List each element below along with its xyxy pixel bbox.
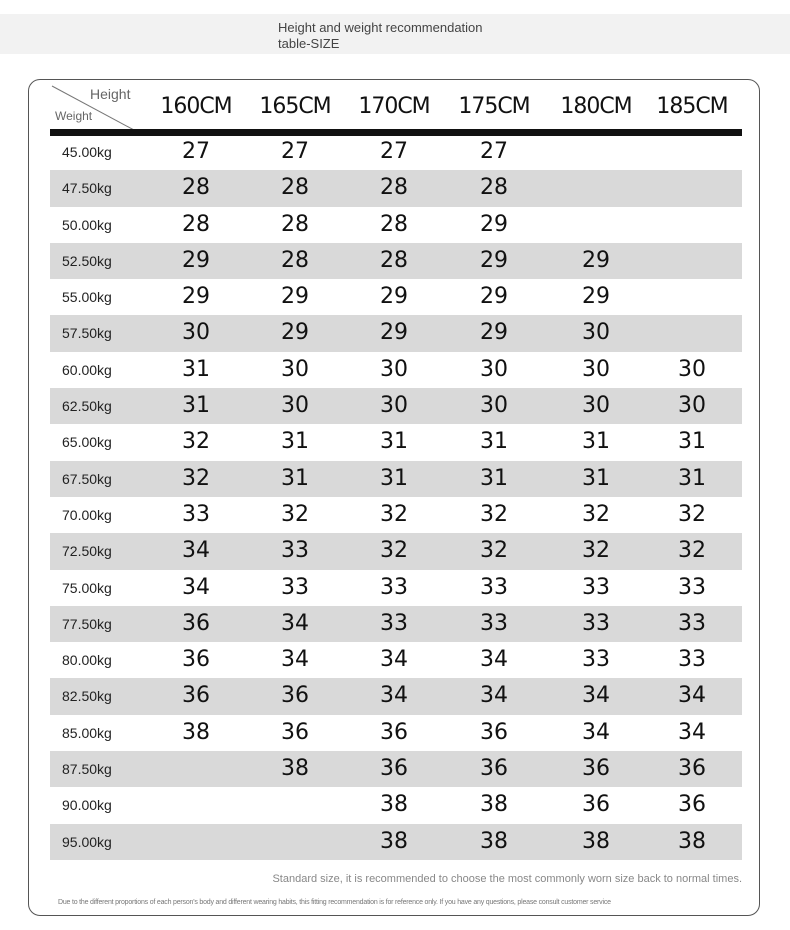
size-cell: 32 xyxy=(380,538,408,564)
size-cell: 30 xyxy=(480,356,508,382)
size-cell: 32 xyxy=(480,501,508,527)
size-cell: 27 xyxy=(380,139,408,164)
size-cell: 36 xyxy=(380,719,408,745)
title-line-2 xyxy=(278,36,578,52)
disclaimer-note: Due to the different proportions of each person's body and different wearing habits, this fitting recommendation is for reference only. If you have any questions, please consult customer service xyxy=(58,899,611,906)
size-cell: 30 xyxy=(380,393,408,419)
size-cell: 29 xyxy=(480,320,508,346)
size-cell: 30 xyxy=(678,356,706,382)
size-cell: 36 xyxy=(582,756,610,782)
size-cell: 31 xyxy=(281,465,309,491)
table-row xyxy=(50,279,742,315)
weight-label: 50.00kg xyxy=(62,216,112,233)
table-row xyxy=(50,497,742,533)
size-cell: 34 xyxy=(182,574,210,600)
size-cell: 31 xyxy=(480,429,508,455)
column-header: 160CM xyxy=(160,94,232,119)
size-cell: 38 xyxy=(182,719,210,745)
size-cell: 29 xyxy=(582,284,610,310)
weight-label: 60.00kg xyxy=(62,361,112,378)
size-cell: 28 xyxy=(380,211,408,237)
size-cell: 31 xyxy=(582,465,610,491)
size-cell: 31 xyxy=(380,465,408,491)
size-cell: 28 xyxy=(182,211,210,237)
weight-label: 80.00kg xyxy=(62,652,112,669)
corner-cell xyxy=(50,84,136,130)
size-cell: 38 xyxy=(582,828,610,854)
weight-label: 57.50kg xyxy=(62,325,112,342)
table-row xyxy=(50,461,742,497)
size-cell: 32 xyxy=(182,429,210,455)
size-cell: 29 xyxy=(281,320,309,346)
size-cell: 32 xyxy=(582,501,610,527)
table-row xyxy=(50,170,742,206)
size-cell: 33 xyxy=(281,538,309,564)
table-row xyxy=(50,824,742,860)
size-cell: 36 xyxy=(281,683,309,709)
column-header: 175CM xyxy=(458,94,530,119)
size-cell: 29 xyxy=(182,247,210,273)
size-cell: 31 xyxy=(678,465,706,491)
size-cell: 33 xyxy=(281,574,309,600)
size-cell: 30 xyxy=(582,320,610,346)
size-cell: 28 xyxy=(380,247,408,273)
size-cell: 33 xyxy=(678,610,706,636)
column-header: 165CM xyxy=(259,94,331,119)
size-cell: 33 xyxy=(582,647,610,673)
size-cell: 34 xyxy=(281,647,309,673)
size-cell: 29 xyxy=(281,284,309,310)
size-cell: 29 xyxy=(480,284,508,310)
weight-label: 90.00kg xyxy=(62,797,112,814)
size-cell: 32 xyxy=(678,538,706,564)
size-cell: 34 xyxy=(582,719,610,745)
size-cell: 29 xyxy=(182,284,210,310)
size-cell: 29 xyxy=(380,284,408,310)
size-cell: 34 xyxy=(281,610,309,636)
size-cell: 30 xyxy=(582,356,610,382)
weight-label: 95.00kg xyxy=(62,833,112,850)
size-cell: 33 xyxy=(380,574,408,600)
table-row xyxy=(50,606,742,642)
size-cell: 36 xyxy=(380,756,408,782)
weight-label: 72.50kg xyxy=(62,543,112,560)
size-cell: 36 xyxy=(182,647,210,673)
size-cell: 31 xyxy=(182,393,210,419)
size-cell: 28 xyxy=(281,211,309,237)
size-cell: 31 xyxy=(281,429,309,455)
size-cell: 36 xyxy=(182,683,210,709)
size-cell: 36 xyxy=(480,719,508,745)
weight-label: 87.50kg xyxy=(62,761,112,778)
weight-label: 77.50kg xyxy=(62,615,112,632)
size-cell: 30 xyxy=(480,393,508,419)
weight-label: 85.00kg xyxy=(62,724,112,741)
size-cell: 28 xyxy=(182,175,210,201)
table-row xyxy=(50,315,742,351)
size-cell: 29 xyxy=(582,247,610,273)
size-cell: 33 xyxy=(582,610,610,636)
size-cell: 34 xyxy=(582,683,610,709)
weight-label: 45.00kg xyxy=(62,144,112,160)
size-cell: 33 xyxy=(678,574,706,600)
size-cell: 27 xyxy=(281,139,309,164)
size-cell: 34 xyxy=(480,647,508,673)
size-cell: 38 xyxy=(480,828,508,854)
size-cell: 31 xyxy=(380,429,408,455)
size-cell: 31 xyxy=(678,429,706,455)
size-cell: 34 xyxy=(678,719,706,745)
table-row xyxy=(50,678,742,714)
table-row xyxy=(50,751,742,787)
table-row xyxy=(50,134,742,170)
weight-label: 65.00kg xyxy=(62,434,112,451)
column-header: 180CM xyxy=(560,94,632,119)
weight-label: 52.50kg xyxy=(62,252,112,269)
weight-label: 55.00kg xyxy=(62,289,112,306)
weight-label: 75.00kg xyxy=(62,579,112,596)
title-line-1: Height and weight recommendation xyxy=(278,20,483,35)
size-cell: 30 xyxy=(281,393,309,419)
size-cell: 33 xyxy=(182,501,210,527)
table-row xyxy=(50,570,742,606)
weight-label: 82.50kg xyxy=(62,688,112,705)
table-row xyxy=(50,533,742,569)
size-cell: 30 xyxy=(582,393,610,419)
table-row xyxy=(50,352,742,388)
table-row xyxy=(50,388,742,424)
size-cell: 38 xyxy=(380,792,408,818)
size-cell: 28 xyxy=(480,175,508,201)
size-cell: 38 xyxy=(380,828,408,854)
size-cell: 36 xyxy=(182,610,210,636)
size-cell: 32 xyxy=(678,501,706,527)
table-row xyxy=(50,424,742,460)
size-cell: 34 xyxy=(380,683,408,709)
size-cell: 33 xyxy=(678,647,706,673)
size-cell: 30 xyxy=(281,356,309,382)
size-cell: 29 xyxy=(380,320,408,346)
size-cell: 34 xyxy=(480,683,508,709)
weight-label: 67.50kg xyxy=(62,470,112,487)
table-row xyxy=(50,715,742,751)
standard-size-note: Standard size, it is recommended to choose the most commonly worn size back to normal times. xyxy=(272,873,742,885)
size-cell: 28 xyxy=(380,175,408,201)
column-header: 170CM xyxy=(358,94,430,119)
table-row xyxy=(50,243,742,279)
size-cell: 27 xyxy=(182,139,210,164)
table-row xyxy=(50,207,742,243)
size-cell: 32 xyxy=(182,465,210,491)
size-cell: 33 xyxy=(480,574,508,600)
size-cell: 27 xyxy=(480,139,508,164)
size-cell: 29 xyxy=(480,211,508,237)
weight-axis-label: Weight xyxy=(55,109,93,123)
weight-label: 47.50kg xyxy=(62,180,112,197)
weight-label: 70.00kg xyxy=(62,506,112,523)
table-header xyxy=(50,84,742,130)
size-cell: 34 xyxy=(380,647,408,673)
size-cell: 32 xyxy=(480,538,508,564)
size-cell: 30 xyxy=(182,320,210,346)
size-cell: 31 xyxy=(480,465,508,491)
size-cell: 30 xyxy=(678,393,706,419)
size-cell: 29 xyxy=(480,247,508,273)
size-cell: 34 xyxy=(182,538,210,564)
column-header: 185CM xyxy=(656,94,728,119)
size-cell: 33 xyxy=(480,610,508,636)
size-cell: 32 xyxy=(582,538,610,564)
size-cell: 36 xyxy=(678,792,706,818)
size-cell: 30 xyxy=(380,356,408,382)
page-title xyxy=(278,20,578,52)
size-cell: 32 xyxy=(380,501,408,527)
size-cell: 31 xyxy=(182,356,210,382)
size-cell: 33 xyxy=(582,574,610,600)
size-cell: 38 xyxy=(678,828,706,854)
size-cell: 36 xyxy=(281,719,309,745)
size-cell: 32 xyxy=(281,501,309,527)
size-cell: 38 xyxy=(281,756,309,782)
title-line-2-text: table-SIZE xyxy=(278,36,340,51)
size-cell: 28 xyxy=(281,175,309,201)
size-cell: 36 xyxy=(480,756,508,782)
height-axis-label: Height xyxy=(90,86,131,102)
size-cell: 31 xyxy=(582,429,610,455)
table-row xyxy=(50,642,742,678)
size-cell: 33 xyxy=(380,610,408,636)
size-cell: 34 xyxy=(678,683,706,709)
size-cell: 36 xyxy=(678,756,706,782)
size-cell: 36 xyxy=(582,792,610,818)
weight-label: 62.50kg xyxy=(62,398,112,415)
size-table-body xyxy=(50,134,742,860)
table-row xyxy=(50,787,742,823)
size-cell: 28 xyxy=(281,247,309,273)
size-cell: 38 xyxy=(480,792,508,818)
